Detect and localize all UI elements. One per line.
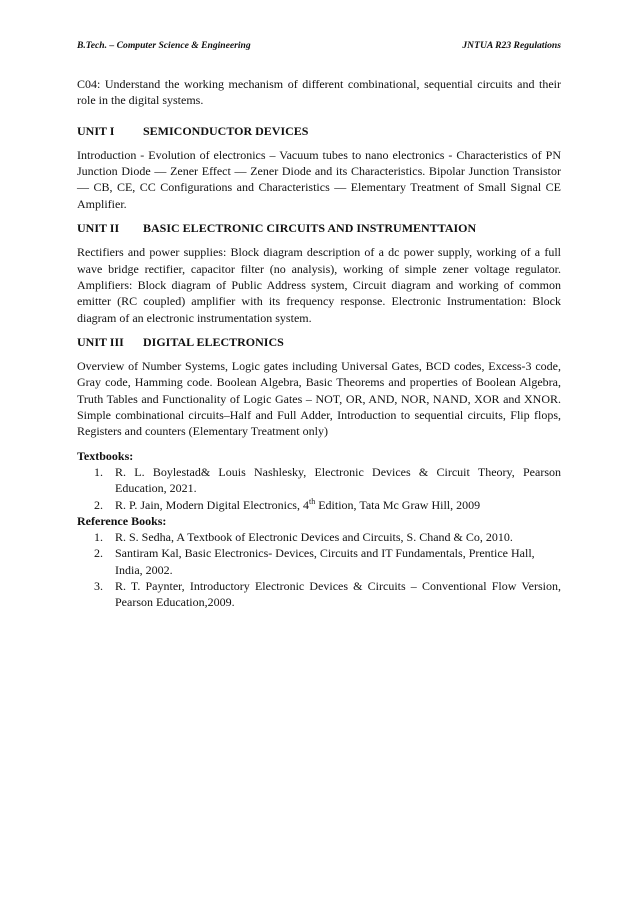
textbooks-title: Textbooks:: [77, 448, 134, 463]
item-text-pre: R. P. Jain, Modern Digital Electronics, 4: [115, 497, 309, 512]
list-item: [77, 497, 561, 513]
unit-2: [77, 220, 561, 326]
references-list: [77, 529, 561, 610]
list-item: [77, 545, 561, 578]
course-outcome-4: C04: Understand the working mechanism of different combinational, sequential circuits and their role in the digital systems.: [77, 77, 561, 108]
unit-body: Rectifiers and power supplies: Block diagram description of a dc power supply, working of a full wave bridge rectifier, capacitor filter (no analysis), working of simple zener voltage regulator. Amplifiers: Block diagram of Public Address system, Circuit diagram and working of common emitter (RC coupled) amplifier with its frequency response. Electronic Instrumentation: Block diagram of an electronic instrumentation system.: [77, 245, 561, 325]
list-item: [77, 464, 561, 497]
item-text-post: Edition, Tata Mc Graw Hill, 2009: [315, 497, 481, 512]
unit-heading: [77, 334, 561, 350]
item-text-line2: India, 2002.: [115, 562, 173, 577]
unit-number: UNIT III: [77, 334, 124, 349]
header-regulation: JNTUA R23 Regulations: [462, 40, 561, 51]
page-content: [77, 76, 561, 611]
item-number: 1.: [94, 464, 103, 479]
textbooks-list: [77, 464, 561, 513]
unit-title: DIGITAL ELECTRONICS: [143, 334, 284, 349]
item-text: R. L. Boylestad& Louis Nashlesky, Electronic Devices & Circuit Theory, Pearson Education, 2021.: [115, 464, 561, 496]
unit-body: Overview of Number Systems, Logic gates including Universal Gates, BCD codes, Excess-3 code, Gray code, Hamming code. Boolean Algebra, Basic Theorems and properties of Boolean Algebra, Truth Tables and Functionality of Logic Gates – NOT, OR, AND, NOR, NAND, XOR and XNOR. Simple combinational circuits–Half and Full Adder, Introduction to sequential circuits, Flip flops, Registers and counters (Elementary Treatment only): [77, 359, 561, 439]
item-text-line1: Santiram Kal, Basic Electronics- Devices, Circuits and IT Fundamentals, Prentice Hall,: [115, 546, 535, 561]
list-item: [77, 578, 561, 611]
item-number: 1.: [94, 530, 103, 545]
unit-1: [77, 123, 561, 212]
item-text: R. T. Paynter, Introductory Electronic Devices & Circuits – Conventional Flow Version, Pearson Education,2009.: [115, 579, 561, 610]
item-number: 2.: [94, 497, 103, 512]
unit-title: BASIC ELECTRONIC CIRCUITS AND INSTRUMENTTAION: [143, 221, 477, 236]
page-header: [77, 40, 561, 51]
unit-number: UNIT II: [77, 221, 120, 236]
item-number: 3.: [94, 579, 103, 594]
item-text: R. S. Sedha, A Textbook of Electronic Devices and Circuits, S. Chand & Co, 2010.: [115, 530, 513, 545]
list-item: [77, 529, 561, 545]
references-section: [77, 513, 561, 611]
item-number: 2.: [94, 546, 103, 561]
unit-number: UNIT I: [77, 123, 115, 138]
unit-title: SEMICONDUCTOR DEVICES: [143, 123, 309, 138]
unit-body: Introduction - Evolution of electronics – Vacuum tubes to nano electronics - Characteristics of PN Junction Diode — Zener Effect — Zener Diode and its Characteristics. Bipolar Junction Transistor — CB, CE, CC Configurations and Characteristics — Elementary Treatment of Small Signal CE Amplifier.: [77, 147, 561, 211]
textbooks-section: [77, 448, 561, 513]
unit-heading: [77, 220, 561, 236]
item-superscript: th: [308, 496, 316, 506]
unit-heading: [77, 123, 561, 139]
references-title: Reference Books:: [77, 513, 167, 528]
header-program: B.Tech. – Computer Science & Engineering: [77, 40, 251, 51]
unit-3: [77, 334, 561, 440]
